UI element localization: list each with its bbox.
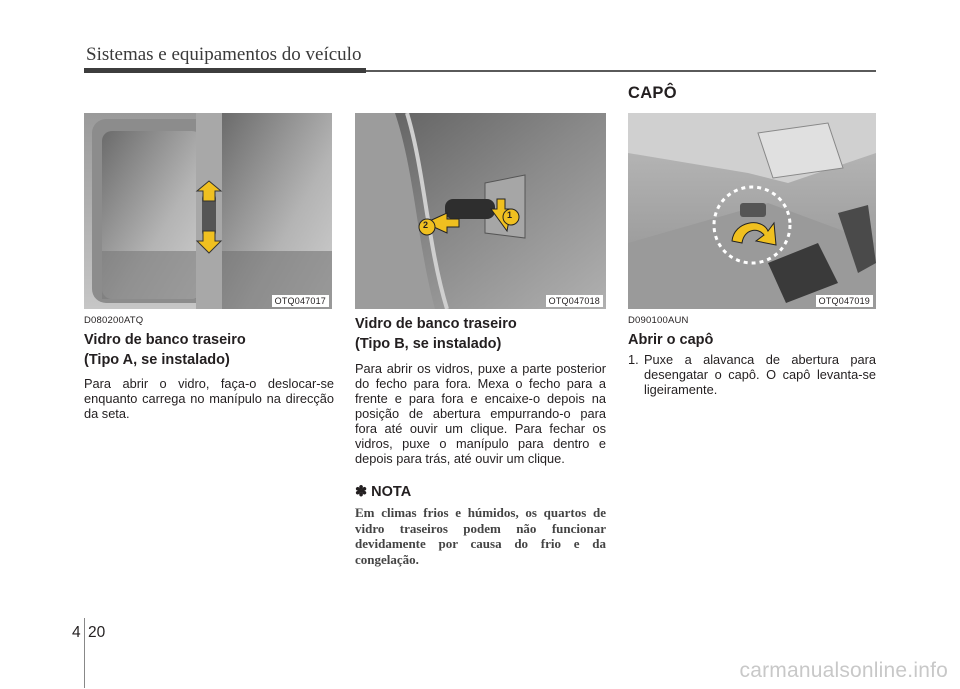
paragraph: Para abrir os vidros, puxe a parte posterior do fecho para fora. Mexa o fecho para a frente e para fora e encaixe-o depois na posição de abertura empurrando-o para fora até ouvir um clique. Para fechar os vidros, puxe o manípulo para dentro e depois para trás, até ouvir um clique. xyxy=(355,361,606,466)
note-body: Em climas frios e húmidos, os quartos de vidro traseiros podem não funcionar devidamente por causa do frio e da congelação. xyxy=(355,505,606,567)
heading-line-2: (Tipo A, se instalado) xyxy=(84,352,230,368)
hood-release-illustration xyxy=(628,113,876,309)
page-number: 20 xyxy=(88,624,106,641)
list-item xyxy=(628,352,876,397)
doc-code: D090100AUN xyxy=(628,315,689,326)
note-title: ✽ NOTA xyxy=(355,484,412,500)
window-type-b-illustration xyxy=(355,113,606,309)
footer-divider xyxy=(84,618,85,688)
step-text: Puxe a alavanca de abertura para desengatar o capô. O capô levanta-se ligeiramente. xyxy=(644,352,876,397)
callout-label-2: 2 xyxy=(423,220,429,230)
step-number: 1. xyxy=(628,352,639,367)
figure-code: OTQ047017 xyxy=(272,295,329,307)
heading: Abrir o capô xyxy=(628,332,714,348)
section-title: CAPÔ xyxy=(628,84,677,102)
heading-line-1: Vidro de banco traseiro xyxy=(84,332,246,348)
figure-hood-release xyxy=(628,113,876,309)
heading-line-2: (Tipo B, se instalado) xyxy=(355,336,502,352)
paragraph: Para abrir o vidro, faça-o deslocar-se enquanto carrega no manípulo na direcção da seta. xyxy=(84,376,334,421)
figure-window-type-b xyxy=(355,113,606,309)
header-rule-thin xyxy=(366,70,876,72)
running-header-title: Sistemas e equipamentos do veículo xyxy=(86,44,362,65)
column-1 xyxy=(84,315,334,421)
callout-label-1: 1 xyxy=(507,210,513,220)
heading-line-1: Vidro de banco traseiro xyxy=(355,316,517,332)
figure-code: OTQ047019 xyxy=(816,295,873,307)
doc-code: D080200ATQ xyxy=(84,315,144,326)
window-type-a-illustration xyxy=(84,113,332,309)
figure-code: OTQ047018 xyxy=(546,295,603,307)
column-3 xyxy=(628,315,876,397)
watermark: carmanualsonline.info xyxy=(739,659,948,682)
steps-list xyxy=(628,352,876,397)
chapter-number: 4 xyxy=(72,624,81,641)
column-2 xyxy=(355,314,606,567)
figure-window-type-a xyxy=(84,113,332,309)
header-rule-thick xyxy=(84,68,366,73)
